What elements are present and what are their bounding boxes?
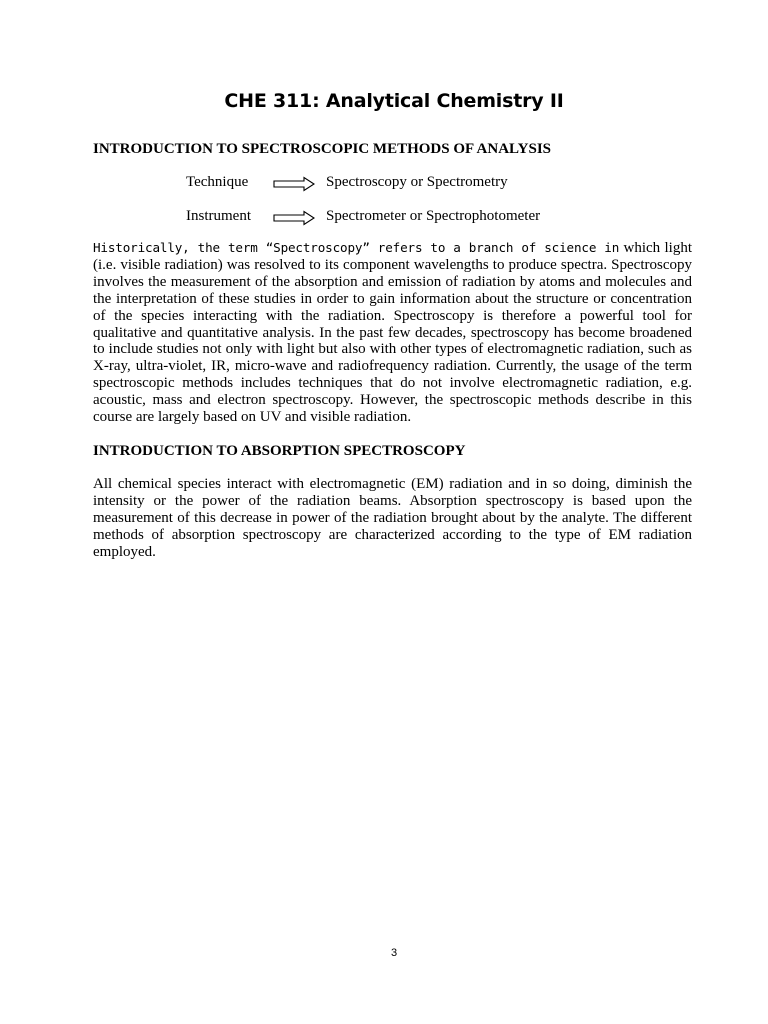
term-value: Spectroscopy or Spectrometry (326, 174, 508, 190)
paragraph-body-text: which light (i.e. visible radiation) was resolved to its component wavelengths to produce spectra. Spectroscopy involves the measurement of the absorption and emission of radiation by atoms and molecules and the interpretation of these studies in order to gain information about the structure or concentration of the species interacting with the radiation. Spectroscopy is therefore a powerful tool for qualitative and quantitative analysis. In the past few decades, spectroscopy has become broadened to include studies not only with light but also with other types of electromagnetic radiation, such as X-ray, ultra-violet, IR, micro-wave and radiofrequency radiation. Currently, the usage of the term spectroscopic methods includes techniques that do not involve electromagnetic radiation, e.g. acoustic, mass and electron spectroscopy. However, the spectroscopic methods describe in this course are largely based on UV and visible radiation. (93, 240, 692, 426)
page-number: 3 (390, 947, 398, 959)
section-heading-absorption-spectroscopy: INTRODUCTION TO ABSORPTION SPECTROSCOPY (93, 443, 466, 459)
paragraph-spectroscopy-history (93, 240, 692, 426)
paragraph-absorption-spectroscopy: All chemical species interact with electromagnetic (EM) radiation and in so doing, diminish the intensity or the power of the radiation beams. Absorption spectroscopy is based upon the measurement of this decrease in power of the radiation brought about by the analyte. The different methods of absorption spectroscopy are characterized according to the type of EM radiation employed. (93, 476, 692, 560)
term-label: Technique (186, 174, 249, 190)
term-value: Spectrometer or Spectrophotometer (326, 208, 541, 224)
term-label: Instrument (186, 208, 251, 224)
double-right-arrow-icon (273, 210, 315, 226)
double-right-arrow-icon (273, 176, 315, 192)
section-heading-spectroscopic-methods: INTRODUCTION TO SPECTROSCOPIC METHODS OF ANALYSIS (93, 141, 552, 157)
document-title: CHE 311: Analytical Chemistry II (224, 90, 564, 112)
paragraph-lead-text: Historically, the term “Spectroscopy” refers to a branch of science in (93, 240, 620, 255)
